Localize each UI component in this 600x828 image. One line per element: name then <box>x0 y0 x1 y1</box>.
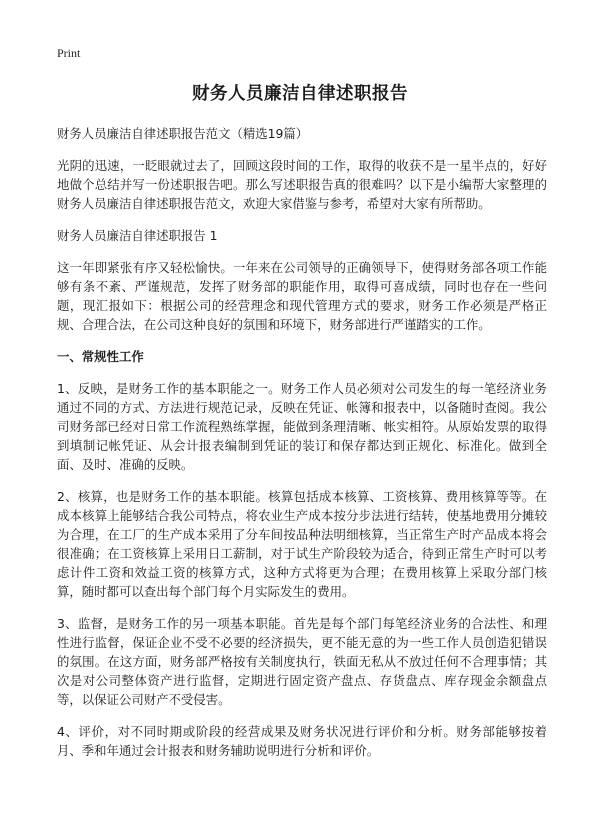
item-paragraph-4: 4、评价，对不同时期或阶段的经营成果及财务状况进行评价和分析。财务部能够按着月、季和年通过会计报表和财务辅助说明进行分析和评价。 <box>57 724 547 758</box>
document-subtitle: 财务人员廉洁自律述职报告范文（精选19篇） <box>57 126 309 141</box>
document-body <box>57 124 547 760</box>
print-link[interactable]: Print <box>57 46 81 60</box>
document-title: 财务人员廉洁自律述职报告 <box>192 84 408 104</box>
item-paragraph-3: 3、监督，是财务工作的另一项基本职能。首先是每个部门每笔经济业务的合法性、和理性进行监督，保证企业不受不必要的经济损失，更不能无意的为一些工作人员创造犯错误的氛围。在这方面，财务部严格按有关制度执行，铁面无私从不放过任何不合理事情；其次是对公司整体资产进行监督，定期进行固定资产盘点、存货盘点、库存现金余额盘点等，以保证公司财产不受侵害。 <box>57 616 547 707</box>
report-intro-paragraph: 这一年即紧张有序又轻松愉快。一年来在公司领导的正确领导下，使得财务部各项工作能够有条不紊、严谨规范，发挥了财务部的职能作用，取得可喜成绩，同时也存在一些问题，现汇报如下：根据公司的经营理念和现代管理方式的要求，财务工作必须是严格正规、合理合法，在公司这种良好的氛围和环境下，财务部进行严谨踏实的工作。 <box>57 260 547 332</box>
item-paragraph-1: 1、反映，是财务工作的基本职能之一。财务工作人员必须对公司发生的每一笔经济业务通过不同的方式、方法进行规范记录，反映在凭证、帐簿和报表中，以备随时查阅。我公司财务部已经对日常工作流程熟练掌握，能做到条理清晰、帐实相符。从原始发票的取得到填制记帐凭证、从会计报表编制到凭证的装订和保存都达到正规化、标准化。做到全面、及时、准确的反映。 <box>57 381 547 472</box>
report-title: 财务人员廉洁自律述职报告 1 <box>57 228 218 243</box>
item-paragraph-2: 2、核算，也是财务工作的基本职能。核算包括成本核算、工资核算、费用核算等等。在成本核算上能够结合我公司特点，将农业生产成本按分步法进行结转，使基地费用分摊较为合理，在工厂的生产成本采用了分车间按品种法明细核算，当正常生产时产品成本将会很准确；在工资核算上采用日工薪制，对于试生产阶段较为适合，待到正常生产时可以考虑计件工资和效益工资的核算方式，这种方式将更为合理；在费用核算上采取分部门核算，随时都可以查出每个部门每个月实际发生的费用。 <box>57 489 547 599</box>
intro-paragraph: 光阴的迅速，一眨眼就过去了，回顾这段时间的工作，取得的收获不是一星半点的，好好地做个总结并写一份述职报告吧。那么写述职报告真的很难吗？以下是小编帮大家整理的财务人员廉洁自律述职报告范文，欢迎大家借鉴与参考，希望对大家有所帮助。 <box>57 158 547 211</box>
section-heading: 一、常规性工作 <box>57 349 144 364</box>
